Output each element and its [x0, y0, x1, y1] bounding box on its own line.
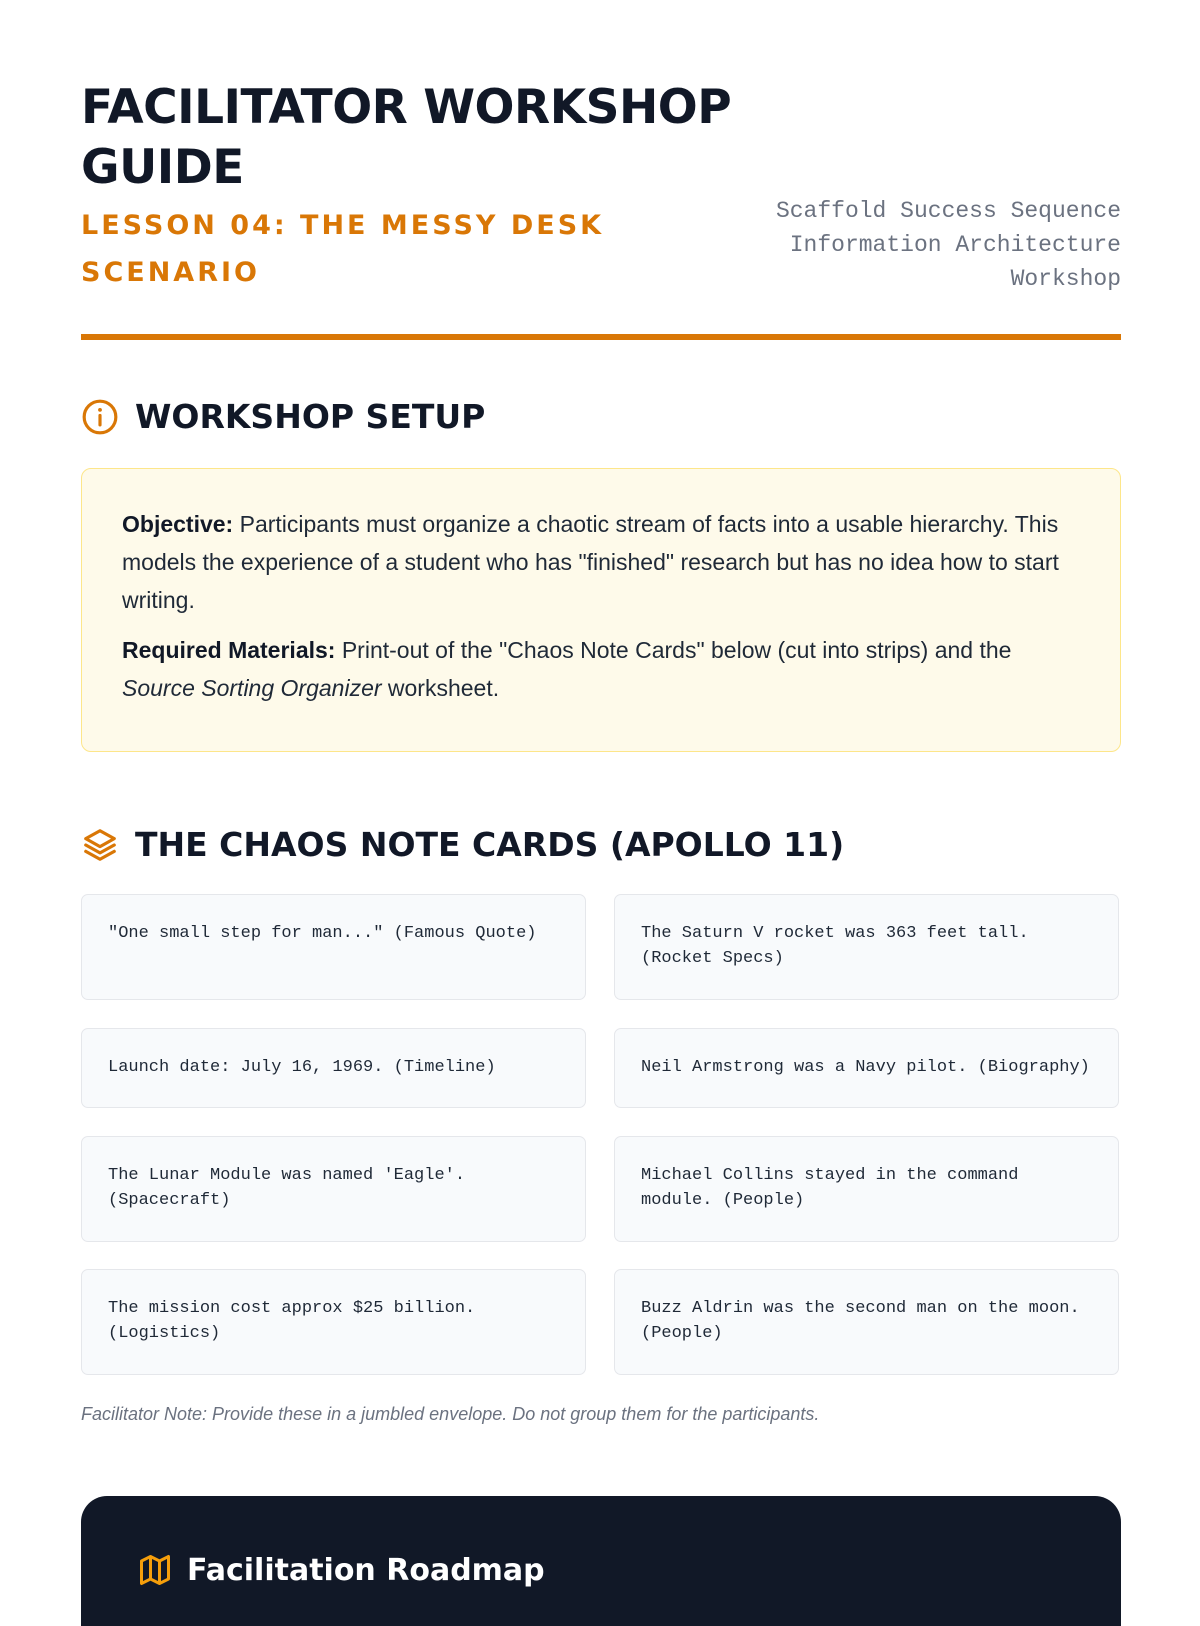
- facilitator-note: Facilitator Note: Provide these in a jumbled envelope. Do not group them for the participants.: [81, 1404, 820, 1424]
- note-card: Buzz Aldrin was the second man on the moon. (People): [614, 1269, 1119, 1375]
- roadmap-heading-row: [137, 1552, 545, 1588]
- note-card: The Lunar Module was named 'Eagle'. (Spacecraft): [81, 1136, 586, 1242]
- cards-section-heading: [81, 825, 844, 864]
- materials-worksheet-name: Source Sorting Organizer: [122, 675, 382, 701]
- page-header: [81, 78, 1121, 296]
- materials-paragraph: [122, 631, 1080, 707]
- note-card: Michael Collins stayed in the command module. (People): [614, 1136, 1119, 1242]
- objective-text: Participants must organize a chaotic stream of facts into a usable hierarchy. This models the experience of a student who has "finished" research but has no idea how to start writing.: [122, 511, 1059, 613]
- materials-text: Print-out of the "Chaos Note Cards" below (cut into strips) and the: [335, 637, 1012, 663]
- header-divider: [81, 334, 1121, 340]
- page-title: FACILITATOR WORKSHOP GUIDE: [81, 80, 732, 195]
- meta-line: Scaffold Success Sequence: [775, 198, 1121, 224]
- setup-section-heading: [81, 397, 485, 436]
- objective-label: Objective:: [122, 511, 234, 537]
- note-card: "One small step for man..." (Famous Quote): [81, 894, 586, 1000]
- map-icon: [137, 1552, 173, 1588]
- materials-text-end: worksheet.: [381, 675, 500, 701]
- materials-label: Required Materials:: [122, 637, 336, 663]
- meta-line: Information Architecture: [789, 232, 1121, 258]
- series-meta: [751, 194, 1121, 296]
- lesson-subtitle: LESSON 04: THE MESSY DESK SCENARIO: [81, 210, 605, 288]
- setup-heading: WORKSHOP SETUP: [135, 397, 486, 436]
- objective-paragraph: [122, 505, 1080, 619]
- note-card: The mission cost approx $25 billion. (Logistics): [81, 1269, 586, 1375]
- setup-box: [81, 468, 1121, 752]
- cards-heading: THE CHAOS NOTE CARDS (APOLLO 11): [135, 825, 845, 864]
- roadmap-heading: Facilitation Roadmap: [187, 1552, 545, 1588]
- layers-stack-icon: [81, 826, 119, 864]
- note-card: Neil Armstrong was a Navy pilot. (Biography): [614, 1028, 1119, 1108]
- note-card: The Saturn V rocket was 363 feet tall. (Rocket Specs): [614, 894, 1119, 1000]
- roadmap-panel: [81, 1496, 1121, 1626]
- note-card: Launch date: July 16, 1969. (Timeline): [81, 1028, 586, 1108]
- info-circle-icon: [81, 398, 119, 436]
- meta-line: Workshop: [1010, 266, 1121, 292]
